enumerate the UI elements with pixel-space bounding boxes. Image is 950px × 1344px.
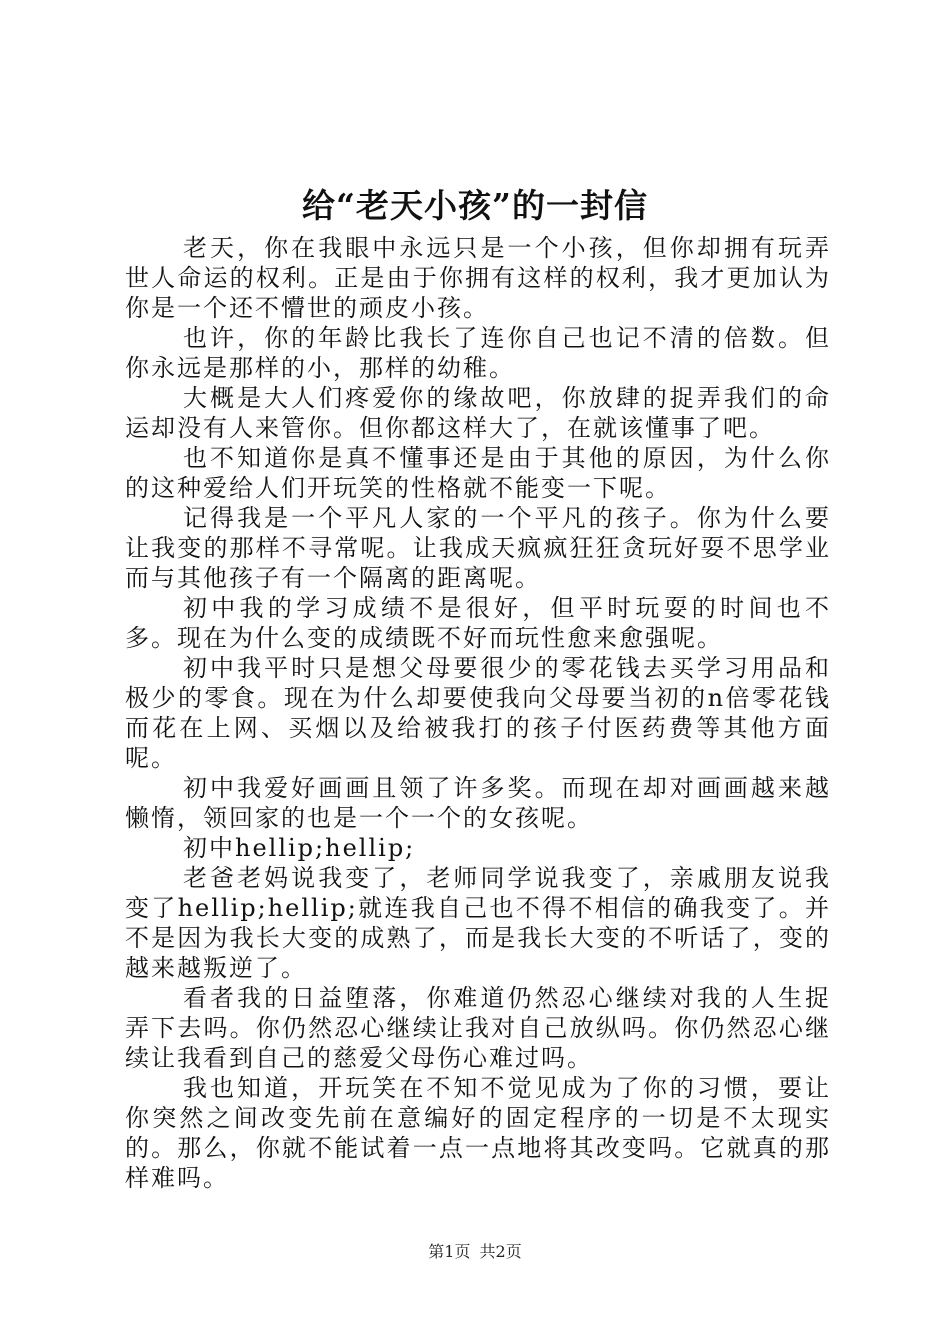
page-number: 第1页 (428, 1242, 471, 1261)
paragraph-4: 也不知道你是真不懂事还是由于其他的原因，为什么你的这种爱给人们开玩笑的性格就不能变一下呢。 (125, 444, 831, 502)
paragraph-2: 也许，你的年龄比我长了连你自己也记不清的倍数。但你永远是那样的小，那样的幼稚。 (125, 324, 831, 382)
document-body (125, 233, 831, 1193)
paragraph-7: 初中我平时只是想父母要很少的零花钱去买学习用品和极少的零食。现在为什么却要使我向父母要当初的n倍零花钱而花在上网、买烟以及给被我打的孩子付医药费等其他方面呢。 (125, 654, 831, 772)
page-total: 共2页 (479, 1242, 522, 1261)
paragraph-1: 老天，你在我眼中永远只是一个小孩，但你却拥有玩弄世人命运的权利。正是由于你拥有这样的权利，我才更加认为你是一个还不懵世的顽皮小孩。 (125, 234, 831, 322)
paragraph-6: 初中我的学习成绩不是很好，但平时玩耍的时间也不多。现在为什么变的成绩既不好而玩性愈来愈强呢。 (125, 594, 831, 652)
paragraph-11: 看者我的日益堕落，你难道仍然忍心继续对我的人生捉弄下去吗。你仍然忍心继续让我对自己放纵吗。你仍然忍心继续让我看到自己的慈爱父母伤心难过吗。 (125, 984, 831, 1072)
paragraph-12: 我也知道，开玩笑在不知不觉见成为了你的习惯，要让你突然之间改变先前在意编好的固定程序的一切是不太现实的。那么，你就不能试着一点一点地将其改变吗。它就真的那样难吗。 (125, 1074, 831, 1192)
paragraph-8: 初中我爱好画画且领了许多奖。而现在却对画画越来越懒惰，领回家的也是一个一个的女孩呢。 (125, 774, 831, 832)
document-title: 给“老天小孩”的一封信 (302, 186, 648, 225)
paragraph-9: 初中hellip;hellip; (183, 834, 416, 862)
page-footer (0, 1241, 950, 1263)
paragraph-3: 大概是大人们疼爱你的缘故吧，你放肆的捉弄我们的命运却没有人来管你。但你都这样大了，在就该懂事了吧。 (125, 384, 831, 442)
paragraph-5: 记得我是一个平凡人家的一个平凡的孩子。你为什么要让我变的那样不寻常呢。让我成天疯疯狂狂贪玩好耍不思学业而与其他孩子有一个隔离的距离呢。 (125, 504, 831, 592)
paragraph-10: 老爸老妈说我变了，老师同学说我变了，亲戚朋友说我变了hellip;hellip;就连我自己也不得不相信的确我变了。并不是因为我长大变的成熟了，而是我长大变的不听话了，变的越来越叛逆了。 (125, 864, 831, 982)
